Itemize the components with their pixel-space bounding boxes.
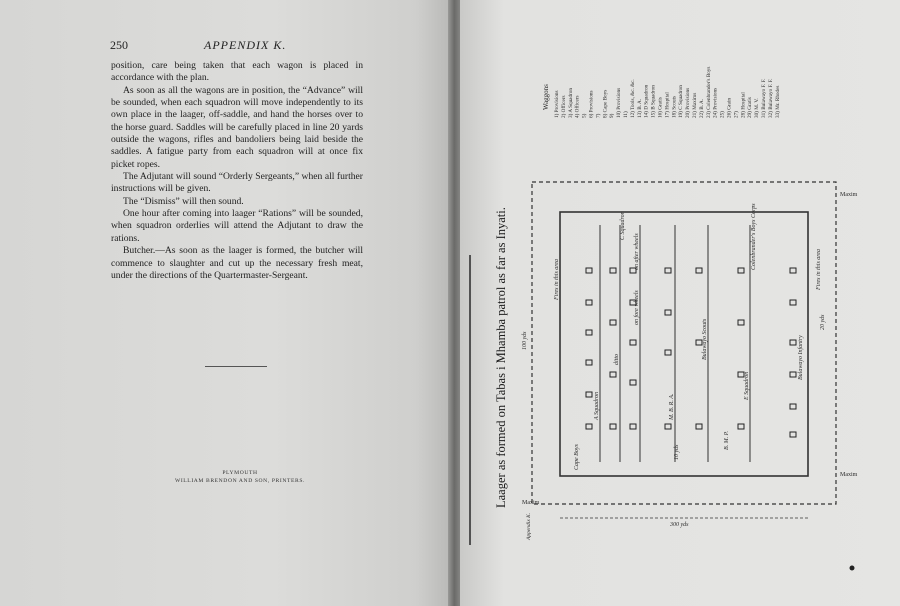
waggon-list-item: 4) Officers [574,95,581,118]
label-ditto: ditto [614,353,620,365]
waggon-list-item: 11) [623,111,629,118]
waggon-list-item: 31) Bulawayo F. F. [761,78,767,118]
paragraph: As soon as all the wagons are in position, the “Advance” will be sounded, when each squadron will move independently to its own place in the laager, off-saddle, and hand the horses over to the horse guard. Saddles will be carefully placed in line 20 yards outside the wagons, rifles and bandoliers being laid beside the saddles. A fatigue party from each squadron will at once fix picket ropes. [111,84,363,170]
waggon-list-item: 10) Provisions [616,87,623,118]
waggon-list-item: 32) Bulawayo F. F. [767,78,774,118]
waggon-list-item: 33) Mr. Rhodes [774,85,781,118]
paragraph: The Adjutant will sound “Orderly Sergeants,” when all further instructions will be given. [111,171,363,195]
label-a-squadron: A Squadron [594,391,600,420]
dim-300: 300 yds [670,522,689,528]
waggon-list-item: 14) D Squadron [643,84,650,118]
label-maxim-left: Maxim [522,500,540,506]
waggon-list-item: 27) [733,111,740,118]
waggon-list [553,67,781,118]
waggon-list-item: 26) Grain [726,97,733,118]
waggon-list-item: 17) Hospital [664,92,671,118]
waggon-list-item: 8) Cape Boys [602,89,609,118]
waggon-list-item: 28) Hospital [740,92,747,118]
dim-100: 100 yds [522,331,528,350]
waggon-list-item: 5) [581,113,588,118]
paragraph: The “Dismiss” will then sound. [123,195,244,207]
label-fires-left: Fires in this area [554,258,560,300]
label-bmp: B. M. P. [724,430,730,450]
label-on-after-wheels: on after wheels [634,233,640,270]
waggon-list-item: 22) B. A. [698,98,705,118]
label-colenbrander: Colenbrander's Boys Corps [751,203,757,270]
imprint-printer: WILLIAM BRENDON AND SON, PRINTERS. [174,478,306,484]
printer-imprint [150,470,330,486]
waggon-list-item: 30) M. V. [754,98,761,118]
plan-title: Laager as formed on Tabas i Mhamba patrol as far as Inyati. [494,207,508,508]
waggon-list-item: 20) Provisions [685,87,692,118]
page-number: 250 [110,38,128,52]
label-on-fore-wheels: on fore wheels [634,290,640,325]
waggon-list-item: 3) A Squadron [567,88,574,118]
paragraph: position, care being taken that each wagon is placed in accordance with the plan. [111,60,363,84]
waggons-heading: Waggons [542,84,550,110]
paragraph: Butcher.—As soon as the laager is formed, the butcher will commence to slaughter and cut up the necessary fresh meat, under the directions of the Quartermaster-Sergeant. [111,245,363,281]
waggon-list-item: 9) [609,113,616,118]
imprint-place: PLYMOUTH [222,470,258,476]
label-cape-boys: Cape Boys [574,444,580,470]
body-text [111,60,363,282]
running-head: APPENDIX K. [204,38,287,52]
waggon-list-item: 21) Maxims [692,92,698,118]
end-rule [205,366,267,367]
waggon-list-item: 1) Provisions [554,90,560,118]
waggon-list-item: 7) [595,113,602,118]
dim-10: 10 yds [674,444,680,460]
waggon-list-item: 24) Provisions [712,87,719,118]
waggon-list-item: 13) B. A. [636,98,643,118]
label-mbra: M. B. R. A. [669,393,675,420]
waggon-list-item: 6) Provisions [588,90,595,118]
label-bulawayo-infantry: Bulawayo Infantry [798,335,804,380]
paragraph: One hour after coming into laager “Rations” will be sounded, when squadron orderlies will attend the Adjutant to draw the rations. [111,208,363,244]
waggon-list-item: 23) Colenbrander's Boys [705,66,712,118]
print-speck [850,566,855,571]
waggon-list-item: 18) Scouts [671,95,678,118]
label-maxim-bottom: Maxim [840,472,858,478]
laager-plan [460,0,900,606]
label-bulawayo-scouts: Bulawayo Scouts [702,318,708,360]
label-fires-right: Fires in this area [816,248,822,290]
label-maxim-top: Maxim [840,192,858,198]
waggon-list-item: 2) Officers [560,95,567,118]
waggon-list-item: 29) Gratis [747,97,754,118]
dim-20: 20 yds [820,314,826,330]
waggon-list-item: 25) [719,111,726,118]
waggon-list-item: 12) Tools, &c. &c. [629,79,636,118]
waggon-list-item: 16) Gratis [657,97,664,118]
wagon-markers [586,268,796,437]
label-c-squadron: C Squadron [620,211,626,240]
appendix-ref: Appendix K. [526,512,532,540]
wagon-laager [560,212,808,476]
waggon-list-item: 19) C Squadron [678,85,685,118]
label-e-squadron: E Squadron [744,371,750,400]
waggon-list-item: 15) B Squadron [650,85,657,118]
